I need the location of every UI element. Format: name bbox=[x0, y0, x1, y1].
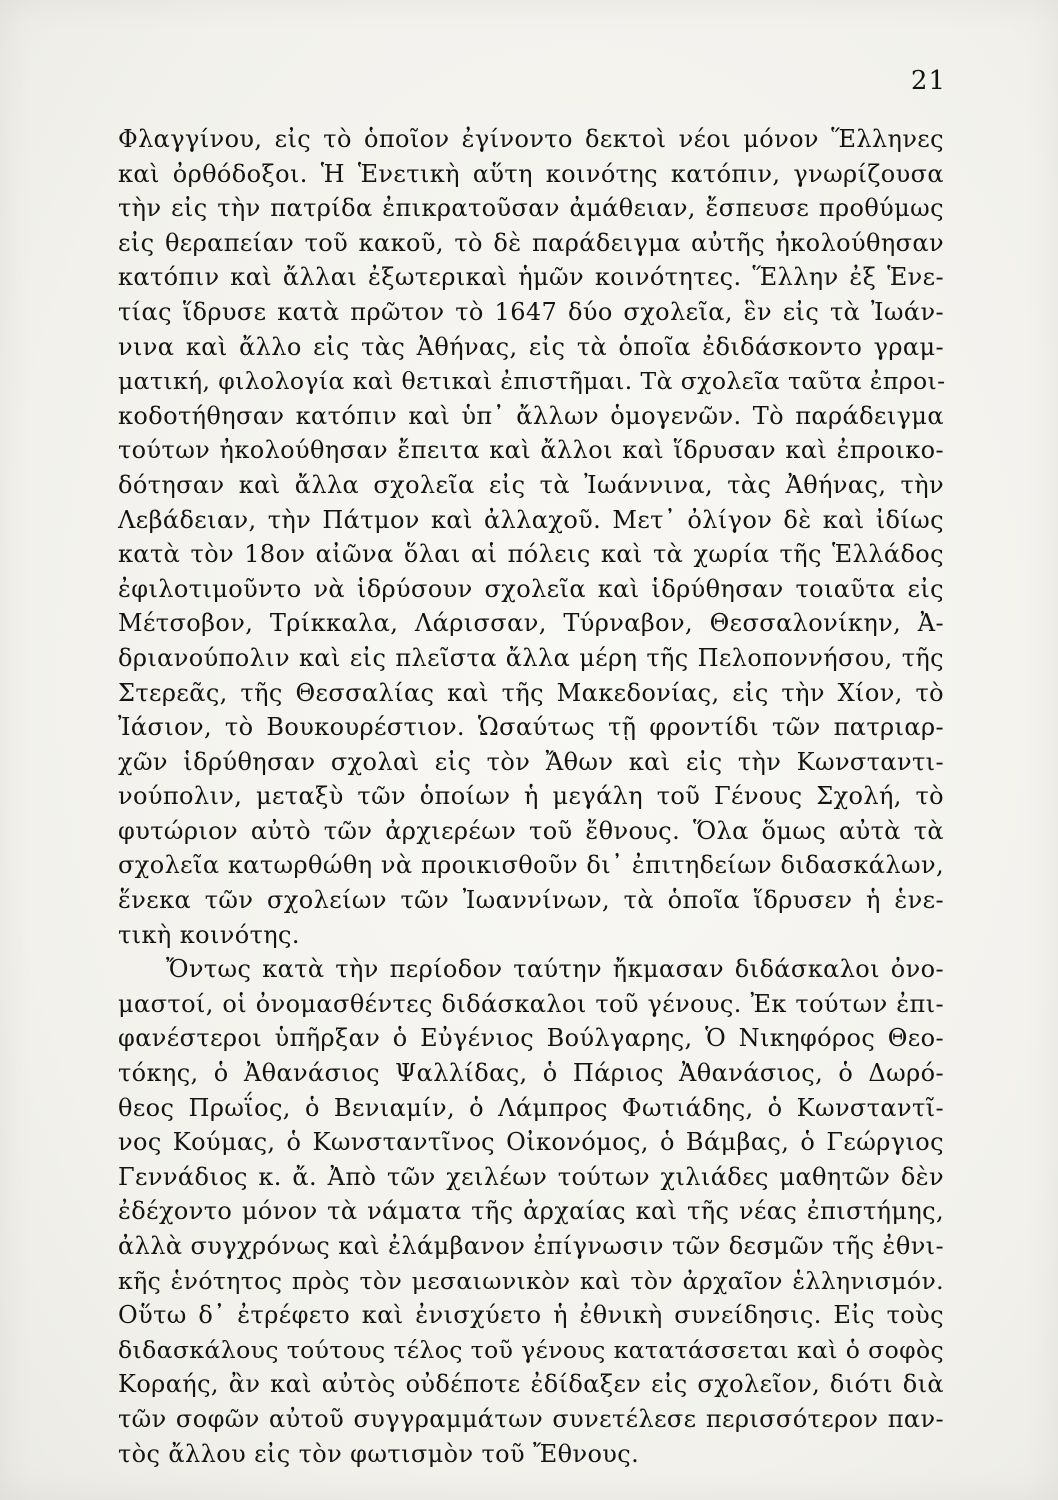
page-number: 21 bbox=[910, 66, 946, 96]
text-line: διδασκάλους τούτους τέλος τοῦ γένους κατατάσσεται καὶ ὁ σοφὸς bbox=[118, 1335, 945, 1364]
text-line: φυτώριον αὐτὸ τῶν ἀρχιερέων τοῦ ἔθνους. Ὅλα ὅμως αὐτὰ τὰ bbox=[118, 816, 944, 845]
text-line: θεος Πρωΐος, ὁ Βενιαμίν, ὁ Λάμπρος Φωτιάδης, ὁ Κωνσταντῖ- bbox=[118, 1093, 944, 1122]
text-line: δριανούπολιν καὶ εἰς πλεῖστα ἄλλα μέρη τῆς Πελοποννήσου, τῆς bbox=[118, 643, 944, 672]
text-line: χῶν ἱδρύθησαν σχολαὶ εἰς τὸν Ἄθων καὶ εἰς τὴν Κωνσταντι- bbox=[118, 747, 944, 776]
text-line: ἐδέχοντο μόνον τὰ νάματα τῆς ἀρχαίας καὶ τῆς νέας ἐπιστήμης, bbox=[118, 1197, 944, 1226]
text-line: ἀλλὰ συγχρόνως καὶ ἐλάμβανον ἐπίγνωσιν τῶν δεσμῶν τῆς ἐθνι- bbox=[118, 1232, 944, 1260]
text-line: τούτων ἠκολούθησαν ἔπειτα καὶ ἄλλοι καὶ ἵδρυσαν καὶ ἐπροικο- bbox=[118, 436, 944, 465]
text-line: Ἰάσιον, τὸ Βουκουρέστιον. Ὡσαύτως τῇ φροντίδι τῶν πατριαρ- bbox=[118, 713, 944, 742]
text-line: κῆς ἑνότητος πρὸς τὸν μεσαιωνικὸν καὶ τὸν ἀρχαῖον ἑλληνισμόν. bbox=[118, 1266, 944, 1295]
text-line: Μέτσοβον, Τρίκκαλα, Λάρισσαν, Τύρναβον, Θεσσαλονίκην, Ἀ- bbox=[118, 609, 944, 638]
text-line: κατόπιν καὶ ἄλλαι ἐξωτερικαὶ ἡμῶν κοινότητες. Ἕλλην ἐξ Ἑνε- bbox=[118, 263, 944, 292]
text-line: Κοραής, ἂν καὶ αὐτὸς οὐδέποτε ἐδίδαξεν εἰς σχολεῖον, διότι διὰ bbox=[118, 1370, 944, 1399]
text-line: καὶ ὀρθόδοξοι. Ἡ Ἑνετικὴ αὕτη κοινότης κατόπιν, γνωρίζουσα bbox=[118, 159, 944, 188]
body-text bbox=[118, 122, 944, 1471]
text-line: τίας ἵδρυσε κατὰ πρῶτον τὸ 1647 δύο σχολεῖα, ἓν εἰς τὰ Ἰωάν- bbox=[118, 297, 944, 326]
text-line: τὴν εἰς τὴν πατρίδα ἐπικρατοῦσαν ἀμάθειαν, ἔσπευσε προθύμως bbox=[118, 194, 944, 223]
text-line: τὸς ἄλλου εἰς τὸν φωτισμὸν τοῦ Ἔθνους. bbox=[118, 1439, 640, 1468]
text-line: νος Κούμας, ὁ Κωνσταντῖνος Οἰκονόμος, ὁ Βάμβας, ὁ Γεώργιος bbox=[118, 1128, 944, 1157]
text-line: Φλαγγίνου, εἰς τὸ ὁποῖον ἐγίνοντο δεκτοὶ νέοι μόνον Ἕλληνες bbox=[118, 125, 944, 153]
text-line: Οὕτω δ᾿ ἐτρέφετο καὶ ἐνισχύετο ἡ ἐθνικὴ συνείδησις. Εἰς τοὺς bbox=[118, 1301, 944, 1330]
text-line: σχολεῖα κατωρθώθη νὰ προικισθοῦν δι᾿ ἐπιτηδείων διδασκάλων, bbox=[118, 851, 944, 880]
paragraph-1 bbox=[118, 122, 944, 952]
text-line: ἐφιλοτιμοῦντο νὰ ἱδρύσουν σχολεῖα καὶ ἱδρύθησαν τοιαῦτα εἰς bbox=[118, 574, 944, 603]
text-line: κατὰ τὸν 18ον αἰῶνα ὅλαι αἱ πόλεις καὶ τὰ χωρία τῆς Ἑλλάδος bbox=[118, 540, 944, 569]
text-line: νινα καὶ ἄλλο εἰς τὰς Ἀθήνας, εἰς τὰ ὁποῖα ἐδιδάσκοντο γραμ- bbox=[118, 332, 944, 361]
text-line: Λεβάδειαν, τὴν Πάτμον καὶ ἀλλαχοῦ. Μετ᾿ ὀλίγον δὲ καὶ ἰδίως bbox=[118, 505, 944, 534]
text-line: ἕνεκα τῶν σχολείων τῶν Ἰωαννίνων, τὰ ὁποῖα ἵδρυσεν ἡ ἑνε- bbox=[118, 886, 944, 915]
text-line: τικὴ κοινότης. bbox=[118, 920, 300, 949]
text-line: Στερεᾶς, τῆς Θεσσαλίας καὶ τῆς Μακεδονίας, εἰς τὴν Χίον, τὸ bbox=[118, 678, 944, 707]
text-line: Ὄντως κατὰ τὴν περίοδον ταύτην ἤκμασαν διδάσκαλοι ὀνο- bbox=[166, 955, 944, 984]
text-line: νούπολιν, μεταξὺ τῶν ὁποίων ἡ μεγάλη τοῦ Γένους Σχολή, τὸ bbox=[118, 782, 944, 811]
paragraph-2 bbox=[118, 952, 944, 1471]
text-line: ματική, φιλολογία καὶ θετικαὶ ἐπιστῆμαι. Τὰ σχολεῖα ταῦτα ἐπροι- bbox=[118, 367, 946, 396]
text-line: Γεννάδιος κ. ἄ. Ἀπὸ τῶν χειλέων τούτων χιλιάδες μαθητῶν δὲν bbox=[118, 1162, 944, 1191]
text-line: μαστοί, οἱ ὀνομασθέντες διδάσκαλοι τοῦ γένους. Ἐκ τούτων ἐπι- bbox=[118, 989, 944, 1018]
text-line: τόκης, ὁ Ἀθανάσιος Ψαλλίδας, ὁ Πάριος Ἀθανάσιος, ὁ Δωρό- bbox=[118, 1059, 944, 1088]
text-line: κοδοτήθησαν κατόπιν καὶ ὑπ᾿ ἄλλων ὁμογενῶν. Τὸ παράδειγμα bbox=[118, 401, 944, 430]
text-line: εἰς θεραπείαν τοῦ κακοῦ, τὸ δὲ παράδειγμα αὐτῆς ἠκολούθησαν bbox=[118, 228, 944, 257]
text-line: δότησαν καὶ ἄλλα σχολεῖα εἰς τὰ Ἰωάννινα, τὰς Ἀθήνας, τὴν bbox=[118, 470, 944, 499]
text-line: τῶν σοφῶν αὐτοῦ συγγραμμάτων συνετέλεσε περισσότερον παν- bbox=[118, 1404, 944, 1433]
text-line: φανέστεροι ὑπῆρξαν ὁ Εὐγένιος Βούλγαρης, Ὁ Νικηφόρος Θεο- bbox=[118, 1024, 944, 1053]
